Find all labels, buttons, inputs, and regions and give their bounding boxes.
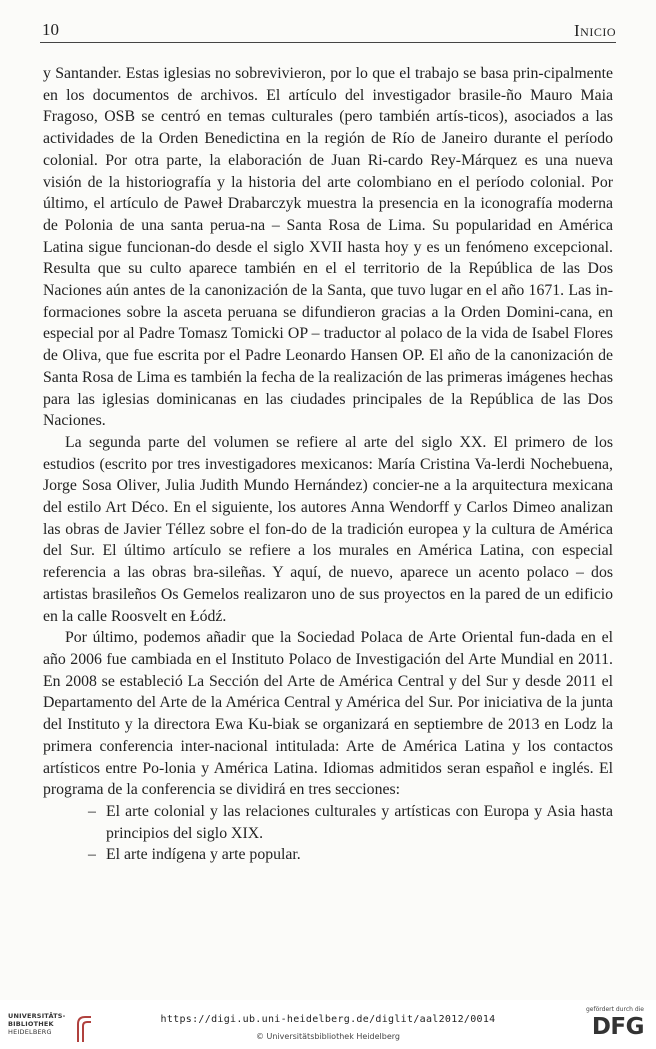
dfg-logo[interactable] [580, 1006, 644, 1046]
list-item [43, 844, 613, 866]
list-dash: – [88, 846, 96, 864]
list-dash: – [88, 802, 96, 820]
dfg-wordmark: DFG [591, 1014, 644, 1040]
body-text [43, 63, 613, 866]
list-item-text: El arte indígena y arte popular. [106, 846, 301, 864]
library-name-line-2: BIBLIOTHEK [8, 1020, 54, 1028]
running-head [40, 20, 616, 43]
sections-list [43, 801, 613, 866]
list-item [43, 801, 613, 844]
library-name-line-1: UNIVERSITÄTS- [8, 1012, 66, 1020]
permalink-url[interactable]: https://digi.ub.uni-heidelberg.de/diglit/aal2012/0014 [160, 1014, 496, 1025]
paragraph-2: La segunda parte del volumen se refiere al arte del siglo XX. El primero de los estudios (escrito por tres investigadores mexicanos: María Cristina Va-lerdi Nochebuena, Jorge Sosa Oliver, Julia Judith Mundo Hernández) concier-ne a la arquitectura mexicana del estilo Art Déco. En el siguiente, los autores Anna Wendorff y Carlos Dimeo analizan las obras de Javier Téllez sobre el fon-do de la tradición europea y la cultura de América del Sur. El último artículo se refiere a los murales en América Latina, con especial referencia a las obras bra-sileñas. Y aquí, de nuevo, aparece un acento polaco – dos artistas brasileños Os Gemelos realizaron uno de sus proyectos en la pared de un edificio en la calle Roosvelt en Łódź. [43, 433, 613, 625]
copyright-notice: © Universitätsbibliothek Heidelberg [255, 1032, 400, 1041]
paragraph-1: y Santander. Estas iglesias no sobrevivieron, por lo que el trabajo se basa prin-cipalmente en los documentos de archivos. El artículo del investigador brasile-ño Mauro Maia Fragoso, OSB se centró en temas culturales (pero también artís-ticos), asociados a las actividades de la Orden Benedictina en la región de Río de Janeiro durante el período colonial. Por otra parte, la elaboración de Juan Ri-cardo Rey-Márquez es una nueva visión de la historiografía y la historia del arte colombiano en el período colonial. Por último, el artículo de Paweł Drabarczyk muestra la presencia en la iconografía moderna de Polonia de una santa perua-na – Santa Rosa de Lima. Su popularidad en América Latina sigue funcionan-do desde el siglo XVII hasta hoy y es un fenómeno excepcional. Resulta que su culto aparece también en el el territorio de la República de las Dos Naciones aún antes de la canonización de la Santa, que tuvo lugar en el año 1671. Las in-formaciones sobre la asceta peruana se difundieron gracias a la Orden Domini-cana, en especial por al Padre Tomasz Tomicki OP – traductor al polaco de la vida de Isabel Flores de Oliva, que fue escrita por el Padre Leonardo Hansen OP. El año de la canonización de Santa Rosa de Lima es también la fecha de la realización de las primeras imágenes hechas para las iglesias dominicanas en las ciudades principales de la República de las Dos Naciones. [43, 65, 613, 430]
library-name-line-3: HEIDELBERG [8, 1028, 52, 1036]
viewer-footer [0, 1000, 656, 1049]
paragraph-3: Por último, podemos añadir que la Sociedad Polaca de Arte Oriental fun-dada en el año 2006 fue cambiada en el Instituto Polaco de Investigación del Arte Mundial en 2011. En 2008 se estableció La Sección del Arte de América Central y del Sur y desde 2011 el Departamento del Arte de la América Central y América del Sur. Por iniciativa de la junta del Instituto y la directora Ewa Ku-biak se organizará en septiembre de 2013 en Lodz la primera conferencia inter-nacional intitulada: Arte de América Latina y los contactos artísticos entre Po-lonia y América Latina. Idiomas admitidos seran español e inglés. El programa de la conferencia se dividirá en tres secciones: [43, 629, 613, 799]
funder-note: gefördert durch die [586, 1006, 644, 1013]
section-title: Inicio [574, 21, 616, 40]
list-item-text: El arte colonial y las relaciones culturales y artísticas con Europa y Asia hasta principios del siglo XIX. [106, 802, 613, 842]
page-number: 10 [42, 20, 59, 39]
